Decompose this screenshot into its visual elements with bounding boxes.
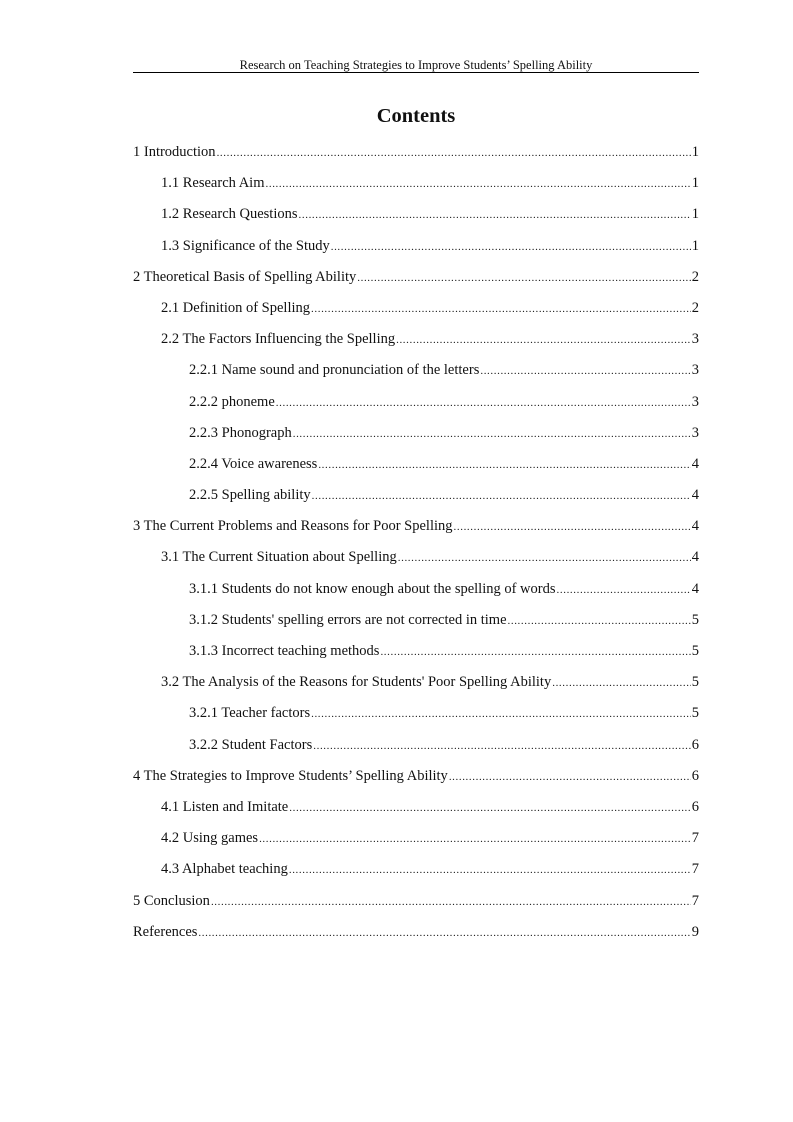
toc-entry-title: 3.2.2 Student Factors [189,736,313,753]
toc-page-number: 4 [691,487,699,504]
toc-page-number: 4 [691,580,699,597]
toc-page-number: 2 [691,299,699,316]
toc-entry-title: 3.1.3 Incorrect teaching methods [189,643,380,659]
toc-page-number: 6 [691,736,699,753]
toc-page-number: 1 [691,175,699,192]
toc-entry-title: 4 The Strategies to Improve Students’ Spelling Ability [133,767,448,784]
toc-entry[interactable] [133,360,699,391]
toc-entry[interactable] [133,610,699,641]
toc-entry[interactable] [133,672,699,703]
toc-entry[interactable] [133,204,699,235]
toc-entry[interactable] [133,267,699,298]
toc-entry[interactable] [133,922,699,953]
toc-page-number: 9 [691,923,699,940]
toc-entry[interactable] [133,641,699,672]
toc-entry[interactable] [133,797,699,828]
toc-page-number: 6 [691,767,699,784]
toc-title: Contents [376,105,456,127]
toc-entry-title: 3.2.1 Teacher factors [189,705,311,722]
toc-page-number: 5 [691,643,699,659]
toc-entry[interactable] [133,735,699,766]
dot-leader [480,361,690,381]
dot-leader [557,580,691,600]
dot-leader [299,205,691,225]
dot-leader [331,237,691,257]
toc-entry-title: 2.2.1 Name sound and pronunciation of the letters [189,362,480,379]
dot-leader [311,299,691,319]
toc-entry[interactable] [133,703,699,734]
toc-entry[interactable] [133,516,699,547]
dot-leader [259,829,691,849]
toc-entry[interactable] [133,454,699,485]
toc-entry-title: 1.3 Significance of the Study [161,237,330,254]
toc-entry-title: 2.2.4 Voice awareness [189,455,318,472]
toc-page-number: 3 [691,362,699,379]
table-of-contents [133,142,699,953]
toc-entry-title: 3 The Current Problems and Reasons for Poor Spelling [133,518,453,535]
toc-entry-title: 2 Theoretical Basis of Spelling Ability [133,268,357,285]
toc-page-number: 3 [691,424,699,441]
toc-page-number: 5 [691,705,699,722]
toc-entry-title: 2.1 Definition of Spelling [161,299,311,316]
dot-leader [508,611,691,631]
toc-entry-title: 3.2 The Analysis of the Reasons for Students' Poor Spelling Ability [161,674,552,691]
toc-page-number: 5 [691,611,699,628]
dot-leader [289,798,691,818]
toc-page-number: 1 [691,237,699,254]
dot-leader [217,143,691,163]
toc-page-number: 3 [691,393,699,410]
toc-entry-title: 2.2.5 Spelling ability [189,487,311,504]
toc-entry-title: 2.2 The Factors Influencing the Spelling [161,331,396,348]
dot-leader [198,923,690,943]
toc-page-number: 3 [691,331,699,348]
toc-entry-title: 3.1.2 Students' spelling errors are not corrected in time [189,611,507,628]
dot-leader [276,393,691,413]
toc-entry[interactable] [133,891,699,922]
dot-leader [380,642,690,662]
toc-entry-title: 3.1.1 Students do not know enough about the spelling of words [189,580,556,597]
toc-entry[interactable] [133,828,699,859]
toc-page-number: 6 [691,798,699,815]
toc-entry-title: References [133,923,198,940]
dot-leader [293,424,691,444]
dot-leader [357,268,691,288]
toc-entry[interactable] [133,423,699,454]
toc-page-number: 4 [691,549,699,566]
toc-entry[interactable] [133,329,699,360]
toc-entry-title: 1.1 Research Aim [161,175,265,192]
toc-entry[interactable] [133,173,699,204]
dot-leader [398,548,691,568]
header-rule [133,72,699,73]
toc-page-number: 7 [691,861,699,878]
dot-leader [289,860,691,880]
dot-leader [311,704,691,724]
dot-leader [396,330,691,350]
toc-page-number: 2 [691,268,699,285]
dot-leader [552,673,691,693]
dot-leader [318,455,690,475]
toc-page-number: 7 [691,892,699,909]
dot-leader [449,767,691,787]
toc-entry-title: 4.3 Alphabet teaching [161,861,288,878]
toc-entry-title: 2.2.3 Phonograph [189,424,292,441]
dot-leader [211,892,691,912]
toc-page-number: 4 [691,518,699,535]
toc-entry[interactable] [133,392,699,423]
toc-page-number: 1 [691,144,699,160]
toc-page-number: 4 [691,455,699,472]
toc-page-number: 1 [691,206,699,223]
toc-page-number: 5 [691,674,699,691]
toc-entry[interactable] [133,298,699,329]
dot-leader [266,174,691,194]
toc-entry-title: 1.2 Research Questions [161,206,298,223]
toc-entry-title: 2.2.2 phoneme [189,393,275,410]
toc-entry[interactable] [133,547,699,578]
toc-entry-title: 3.1 The Current Situation about Spelling [161,549,397,566]
dot-leader [313,736,691,756]
toc-entry[interactable] [133,579,699,610]
toc-page-number: 7 [691,830,699,847]
toc-entry-title: 5 Conclusion [133,892,210,909]
dot-leader [312,486,691,506]
toc-entry[interactable] [133,142,699,173]
toc-entry[interactable] [133,236,699,267]
dot-leader [454,517,691,537]
running-header: Research on Teaching Strategies to Improve Students’ Spelling Ability [239,58,593,72]
toc-entry[interactable] [133,766,699,797]
toc-entry-title: 4.2 Using games [161,830,259,847]
toc-entry-title: 1 Introduction [133,144,216,160]
toc-entry[interactable] [133,485,699,516]
toc-entry[interactable] [133,859,699,890]
toc-entry-title: 4.1 Listen and Imitate [161,798,289,815]
